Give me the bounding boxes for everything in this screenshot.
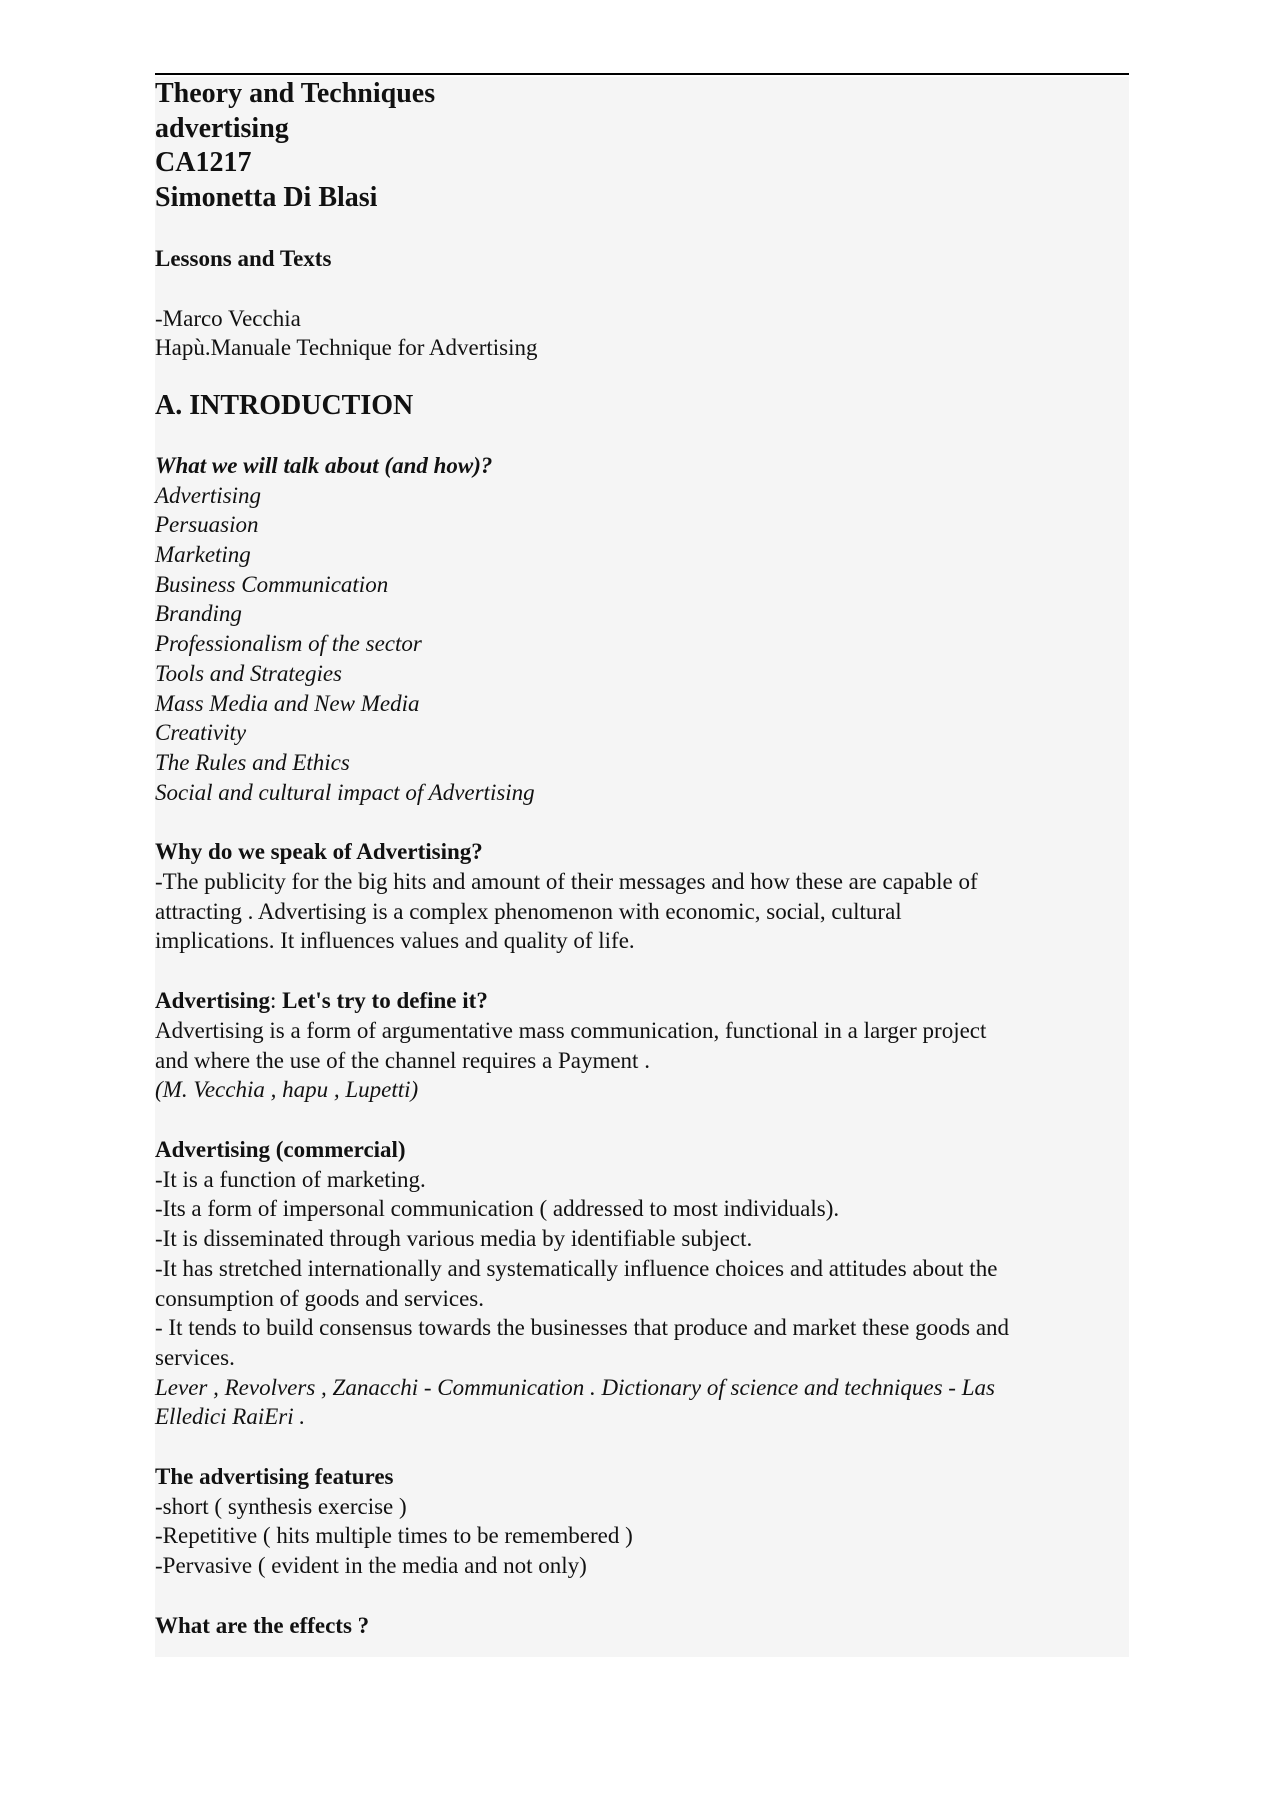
topics-list — [155, 481, 1129, 808]
topic-item: Marketing — [155, 542, 251, 568]
paragraph-line: implications. It influences values and quality of life. — [155, 928, 635, 954]
topic-item: Creativity — [155, 720, 247, 746]
paragraph-line: -The publicity for the big hits and amount of their messages and how these are capable of — [155, 869, 978, 895]
feature-item: -short ( synthesis exercise ) — [155, 1493, 407, 1519]
citation: Elledici RaiEri . — [155, 1404, 306, 1430]
features-heading: The advertising features — [155, 1464, 394, 1490]
document-title — [155, 77, 1129, 216]
topic-item: Mass Media and New Media — [155, 690, 420, 716]
citation: (M. Vecchia , hapu , Lupetti) — [155, 1077, 419, 1103]
paragraph-line: -It is disseminated through various media by identifiable subject. — [155, 1226, 753, 1252]
document-body — [155, 77, 1129, 1657]
lessons-line: -Marco Vecchia — [155, 305, 301, 331]
topic-item: Persuasion — [155, 512, 259, 538]
section-heading-introduction: A. INTRODUCTION — [155, 389, 414, 421]
paragraph-line: and where the use of the channel requires a Payment . — [155, 1047, 650, 1073]
define-heading-term: Advertising — [155, 988, 270, 1014]
topic-item: Professionalism of the sector — [155, 631, 422, 657]
citation: Lever , Revolvers , Zanacchi - Communication . Dictionary of science and techniques - Las — [155, 1374, 995, 1400]
paragraph-line: -It has stretched internationally and systematically influence choices and attitudes about the — [155, 1255, 998, 1281]
lessons-line: Hapù.Manuale Technique for Advertising — [155, 335, 538, 361]
topic-item: Business Communication — [155, 571, 389, 597]
paragraph-line: -It is a function of marketing. — [155, 1166, 426, 1192]
page-top-rule — [155, 73, 1129, 75]
paragraph-line: - It tends to build consensus towards the businesses that produce and market these goods and — [155, 1315, 1010, 1341]
define-heading-separator: : — [270, 988, 283, 1014]
commercial-heading: Advertising (commercial) — [155, 1136, 406, 1162]
topic-item: The Rules and Ethics — [155, 749, 350, 775]
lessons-heading: Lessons and Texts — [155, 245, 332, 271]
title-line: advertising — [155, 112, 289, 144]
topic-item: Social and cultural impact of Advertising — [155, 779, 535, 805]
why-heading: Why do we speak of Advertising? — [155, 839, 483, 865]
topic-item: Branding — [155, 601, 242, 627]
paragraph-line: consumption of goods and services. — [155, 1285, 484, 1311]
topics-heading: What we will talk about (and how)? — [155, 452, 493, 478]
title-line: Theory and Techniques — [155, 78, 436, 109]
define-heading — [155, 986, 1129, 1016]
paragraph-line: attracting . Advertising is a complex phenomenon with economic, social, cultural — [155, 898, 902, 924]
topic-item: Advertising — [155, 482, 262, 508]
course-code: CA1217 — [155, 147, 252, 179]
topic-item: Tools and Strategies — [155, 660, 343, 686]
feature-item: -Pervasive ( evident in the media and not only) — [155, 1553, 587, 1579]
define-heading-question: Let's try to define it? — [282, 988, 488, 1014]
paragraph-line: Advertising is a form of argumentative mass communication, functional in a larger project — [155, 1017, 987, 1043]
author-name: Simonetta Di Blasi — [155, 182, 378, 214]
effects-heading: What are the effects ? — [155, 1612, 370, 1638]
feature-item: -Repetitive ( hits multiple times to be remembered ) — [155, 1523, 633, 1549]
paragraph-line: -Its a form of impersonal communication ( addressed to most individuals). — [155, 1196, 840, 1222]
paragraph-line: services. — [155, 1344, 235, 1370]
